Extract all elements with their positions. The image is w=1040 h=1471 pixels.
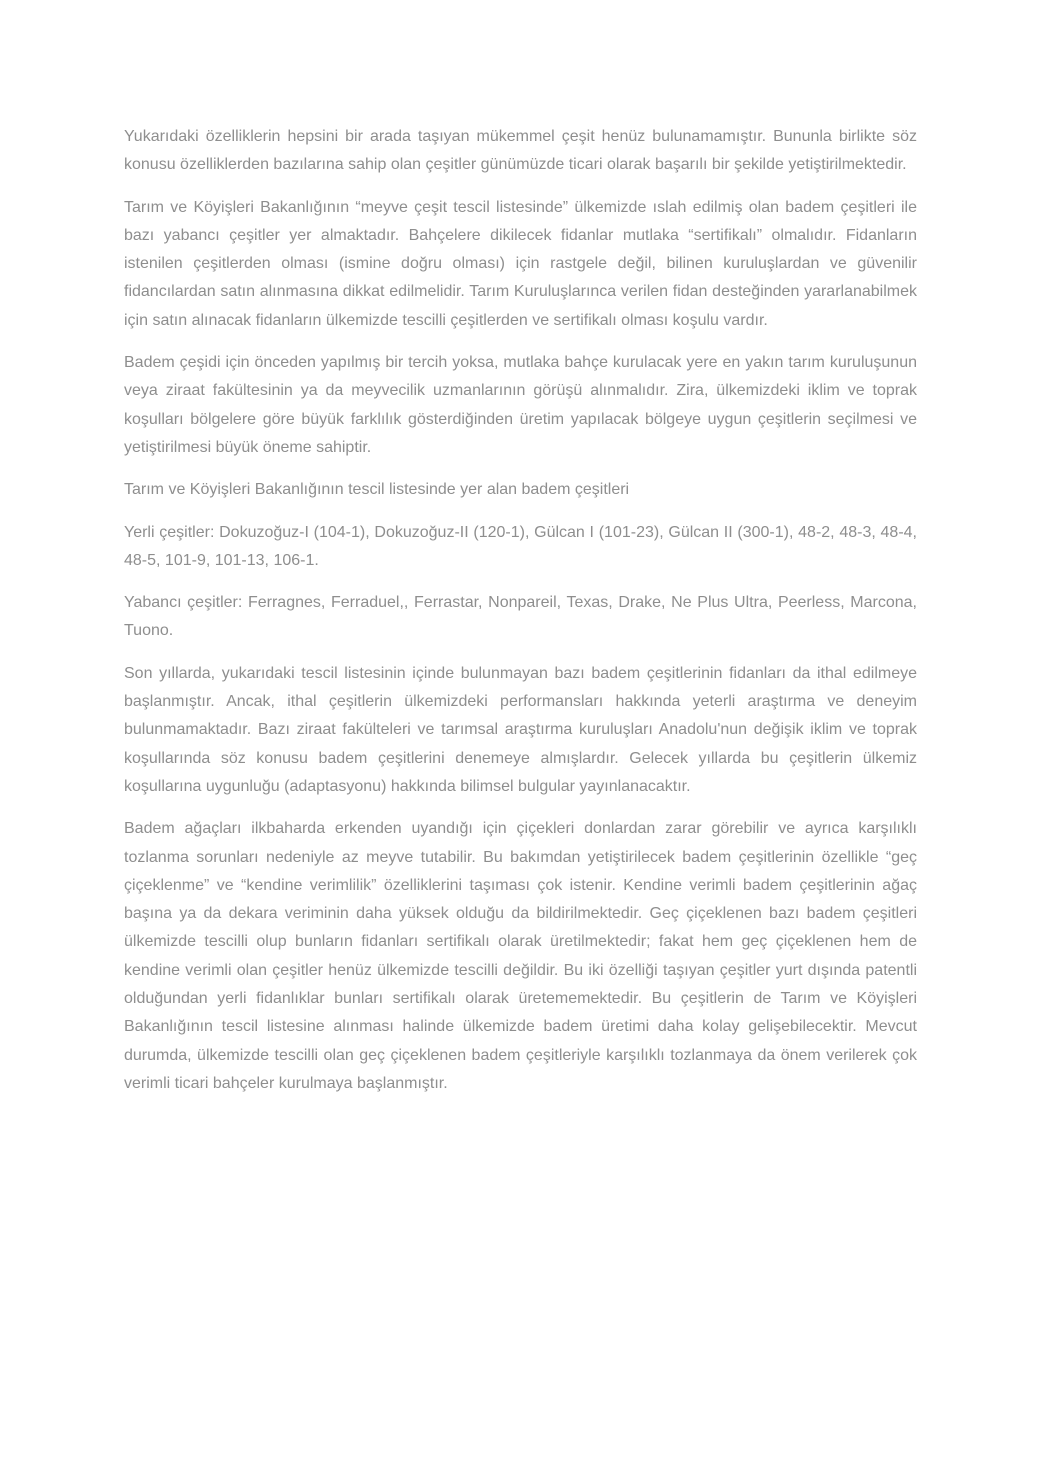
paragraph-domestic-varieties: Yerli çeşitler: Dokuzoğuz-I (104-1), Dokuzoğuz-II (120-1), Gülcan I (101-23), Gülcan II (300-1), 48-2, 48-3, 48-4, 48-5, 101-9, 101-13, 106-1. [124, 523, 917, 569]
paragraph-imported-varieties: Son yıllarda, yukarıdaki tescil listesinin içinde bulunmayan bazı badem çeşitlerinin fidanları da ithal edilmeye başlanmıştır. Ancak, ithal çeşitlerin ülkemizdeki performansları hakkında yeterli araştırma ve deneyim bulunmamaktadır. Bazı ziraat fakülteleri ve tarımsal araştırma kuruluşları Anadolu'nun değişik iklim ve toprak koşullarında söz konusu badem çeşitlerini denemeye almışlardır. Gelecek yıllarda bu çeşitlerin ülkemiz koşullarına uygunluğu (adaptasyonu) hakkında bilimsel bulgular yayınlanacaktır. [124, 664, 917, 795]
paragraph-ideal-variety: Yukarıdaki özelliklerin hepsini bir arada taşıyan mükemmel çeşit henüz bulunamamıştır. Bununla birlikte söz konusu özelliklerden bazılarına sahip olan çeşitler günümüzde ticari olarak başarılı bir şekilde yetiştirilmektedir. [124, 128, 917, 174]
document-body [124, 123, 917, 1112]
paragraph-foreign-varieties: Yabancı çeşitler: Ferragnes, Ferraduel,, Ferrastar, Nonpareil, Texas, Drake, Ne Plus Ultra, Peerless, Marcona, Tuono. [124, 594, 917, 640]
paragraph-certified-saplings: Tarım ve Köyişleri Bakanlığının “meyve çeşit tescil listesinde” ülkemizde ıslah edilmiş olan badem çeşitleri ile bazı yabancı çeşitler yer almaktadır. Bahçelere dikilecek fidanlar mutlaka “sertifikalı” olmalıdır. Fidanların istenilen çeşitlerden olması (ismine doğru olması) için rastgele değil, bilinen kuruluşlardan ve güvenilir fidancılardan satın alınmasına dikkat edilmelidir. Tarım Kuruluşlarınca verilen fidan desteğinden yararlanabilmek için satın alınacak fidanların ülkemizde tescilli çeşitlerden ve sertifikalı olması koşulu vardır. [124, 198, 917, 329]
paragraph-registry-heading: Tarım ve Köyişleri Bakanlığının tescil listesinde yer alan badem çeşitleri [124, 481, 630, 499]
paragraph-variety-selection: Badem çeşidi için önceden yapılmış bir tercih yoksa, mutlaka bahçe kurulacak yere en yakın tarım kuruluşunun veya ziraat fakültesinin ya da meyvecilik uzmanlarının görüşü alınmalıdır. Zira, ülkemizdeki iklim ve toprak koşulları bölgelere göre büyük farklılık gösterdiğinden üretim yapılacak bölgeye uygun çeşitlerin seçilmesi ve yetiştirilmesi büyük öneme sahiptir. [124, 354, 917, 456]
paragraph-late-flowering: Badem ağaçları ilkbaharda erkenden uyandığı için çiçekleri donlardan zarar görebilir ve ayrıca karşılıklı tozlanma sorunları nedeniyle az meyve tutabilir. Bu bakımdan yetiştirilecek badem çeşitlerinin özellikle “geç çiçeklenme” ve “kendine verimlilik” özelliklerini taşıması çok istenir. Kendine verimli badem çeşitlerinin ağaç başına ya da dekara veriminin daha yüksek olduğu da bildirilmektedir. Geç çiçeklenen bazı badem çeşitleri ülkemizde tescilli olup bunların fidanları sertifikalı olarak üretilmektedir; fakat hem geç çiçeklenen hem de kendine verimli olan çeşitler henüz ülkemizde tescilli değildir. Bu iki özelliği taşıyan çeşitler yurt dışında patentli olduğundan yerli fidanlıklar bunları sertifikalı olarak üretememektedir. Bu çeşitlerin de Tarım ve Köyişleri Bakanlığının tescil listesine alınması halinde ülkemizde badem üretimi daha kolay gelişebilecektir. Mevcut durumda, ülkemizde tescilli olan geç çiçeklenen badem çeşitleriyle karşılıklı tozlanmaya da önem verilerek çok verimli ticari bahçeler kurulmaya başlanmıştır. [124, 820, 917, 1092]
